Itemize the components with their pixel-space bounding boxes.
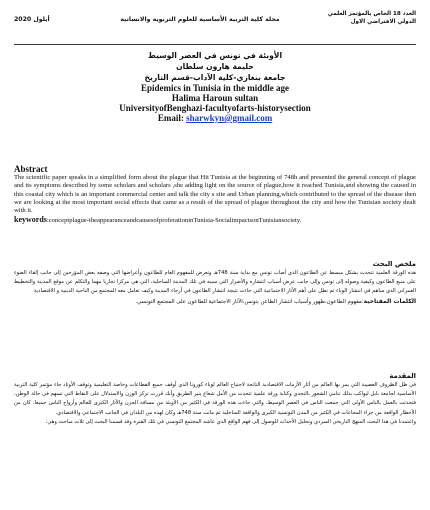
introduction-text: في ظل الظروف العصيبة التي يمر بها العالم من آثار الأزمات الاقتصادية الناتجة لاجتياح العالم لوباء كورونا الذي أوقف جميع القطاعات وخاصة التعليمية وتوقف الأوتاد جاء مؤتمر كلية التربية الأساسية لجامعة بابل ليواكب بذلك تنامي الشعور بالتحدي وكتابة ورقة علمية تتحدث من الأمل شعاع ينير الطريق وأنك قررت تركز الوزن والاستدلال على النقاط التي تسهم في حالة الوطن، فتحدثت بالعمل بالناس الأولى التي جمعت الناس في العصر الوسيط، والتي جاءت هذه الورقة في الكثير من الأوبئة من مسافة الحزن والآثار الكبرى للعالم وأرواح الناس جميعا، كان من الأخطار الواقعة من جراء المجاعات في الكثير من المدن التونسية الكبرى والواقعة الساحلية ثم ماتت سنة 748هـ وكان لهذه من البلدان في الجانب الاجتماعي والاقتصادي. — [14, 382, 416, 416]
arabic-title: الأوبئة في تونس في العصر الوسيط — [147, 51, 283, 60]
arabic-keywords-label: الكلمات المفتاحية — [363, 297, 416, 305]
abstract-text: The scientific paper speaks in a simplified form about the plague that Hit Tunisia at the beginning of 748h and presented the general concept of plague and its symptoms described by some scholars and scholars ,she adding light on the source of plague,how it reached Tunisia,and showing the caused in this coastal city which is an important commercial center and talk the city s site and Urban planning,which contributed to the spread of the disease then we are looking at the most important social effects that came as a result of the spread of plague throughout the city and how the Tunisian society dealt with it. — [14, 174, 416, 215]
english-affiliation: UniversityofBenghazi-facultyofarts-historysection — [119, 103, 311, 113]
arabic-summary-heading: ملخص البحث — [372, 260, 416, 268]
issue-info — [326, 10, 416, 26]
arabic-keywords-text: :مفهوم الطاعون،ظهور وأسباب انتشار الطاعن بتونس،الآثار الاجتماعية للطاعون على المجتمع التونسي. — [135, 298, 364, 305]
english-abstract — [14, 165, 416, 225]
arabic-author: حليمة هارون سلطان — [176, 62, 254, 71]
email-label: Email: — [157, 113, 187, 123]
issue-line-2: الدولي الافتراضي الاول — [350, 19, 416, 25]
email-link[interactable]: sharwkyn@gmail.com — [186, 113, 273, 123]
email-line — [14, 113, 416, 123]
keywords-label: keywords — [14, 215, 47, 225]
keywords-line — [14, 216, 416, 225]
introduction — [14, 371, 416, 427]
journal-header — [14, 10, 416, 45]
arabic-summary — [14, 259, 416, 307]
arabic-affiliation: جامعة بنغازي-كلية الآداب-قسم التاريخ — [144, 73, 286, 82]
introduction-method: واعتمدنا في هذا البحث المنهج التاريخي السردي وتحليل الأحداث للوصول إلى فهم الواقع الذي عاشه المجتمع التونسي في تلك الفترة وقد قسمنا البحث إلى ثلاث مباحث وهي: — [45, 418, 416, 425]
arabic-summary-text: هذه الورقة العلمية تتحدث بشكل مبسط عن الطاعون الذي أصاب تونس مع بداية سنة 748هـ وتعرض للمفهوم العام للطاعون وأعراضها التي وصفه بعض المؤرخين إلى جانب إلقاء الضوء على منبع الطاعون وكيفية وصوله إلى تونس وإلى جانب عرض أسباب انتشاره والأضرار التي سببه في تلك المدينة الساحلية، التي هي مركزا تجاريا مهما والتكلم عن موقع المدينة والتخطيط العمراني الذي ساهم في انتشار الوباء ثم نطل على أهم الآثار الاجتماعية التي جاءت نتيجة انتشار الطاعون في أرجاء المدينة وكيف تعامل معه المجتمع من الناحية الدينية و الاقتصادية — [14, 270, 417, 295]
keywords-text: :conceptplague-theappearanceandcausesofproferationinTunisia-SocialimpactsonTunisiansociety. — [46, 217, 302, 225]
issue-line-1: العدد 18 الخاص بالمؤتمر العلمي — [327, 11, 416, 17]
issue-date: أيلول 2020 — [14, 16, 50, 23]
english-title: Epidemics in Tunisia in the middle age — [140, 83, 290, 93]
english-author: Halima Haroun sultan — [171, 93, 259, 103]
title-block — [14, 50, 416, 123]
introduction-heading: المقدمة — [389, 372, 416, 380]
journal-name: مجلة كلية التربية الأساسية للعلوم التربوية والانسانية — [120, 16, 280, 23]
arabic-keywords — [14, 297, 416, 307]
abstract-heading: Abstract — [14, 164, 48, 174]
